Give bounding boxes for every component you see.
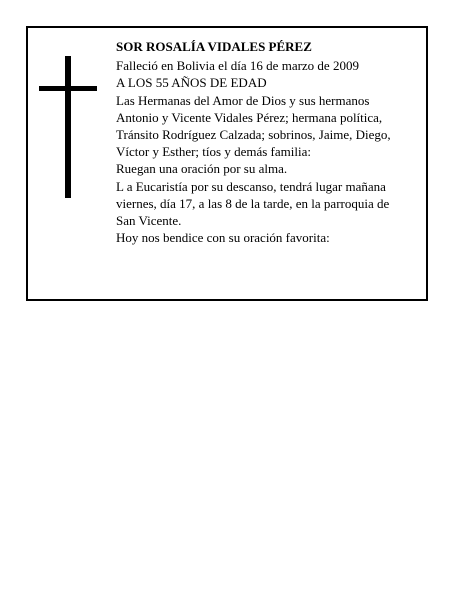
family-line-2: Antonio y Vicente Vidales Pérez; hermana política, — [116, 110, 383, 125]
deceased-name: SOR ROSALÍA VIDALES PÉREZ — [116, 39, 312, 54]
blessing-line: Hoy nos bendice con su oración favorita: — [116, 230, 330, 245]
mass-line-1: L a Eucaristía por su descanso, tendrá lugar mañana — [116, 179, 386, 194]
mass-line-2: viernes, día 17, a las 8 de la tarde, en la parroquia de — [116, 196, 390, 211]
age-line: A LOS 55 AÑOS DE EDAD — [116, 75, 267, 90]
cross-vertical-bar — [65, 56, 71, 198]
notice-text — [116, 38, 416, 246]
cross-horizontal-bar — [39, 86, 97, 91]
obituary-notice — [26, 26, 428, 301]
family-line-4: Víctor y Esther; tíos y demás familia: — [116, 144, 311, 159]
prayer-request-line: Ruegan una oración por su alma. — [116, 161, 288, 176]
mass-line-3: San Vicente. — [116, 213, 182, 228]
death-date-line: Falleció en Bolivia el día 16 de marzo de 2009 — [116, 58, 359, 73]
family-line-3: Tránsito Rodríguez Calzada; sobrinos, Jaime, Diego, — [116, 127, 391, 142]
family-line-1: Las Hermanas del Amor de Dios y sus hermanos — [116, 93, 370, 108]
